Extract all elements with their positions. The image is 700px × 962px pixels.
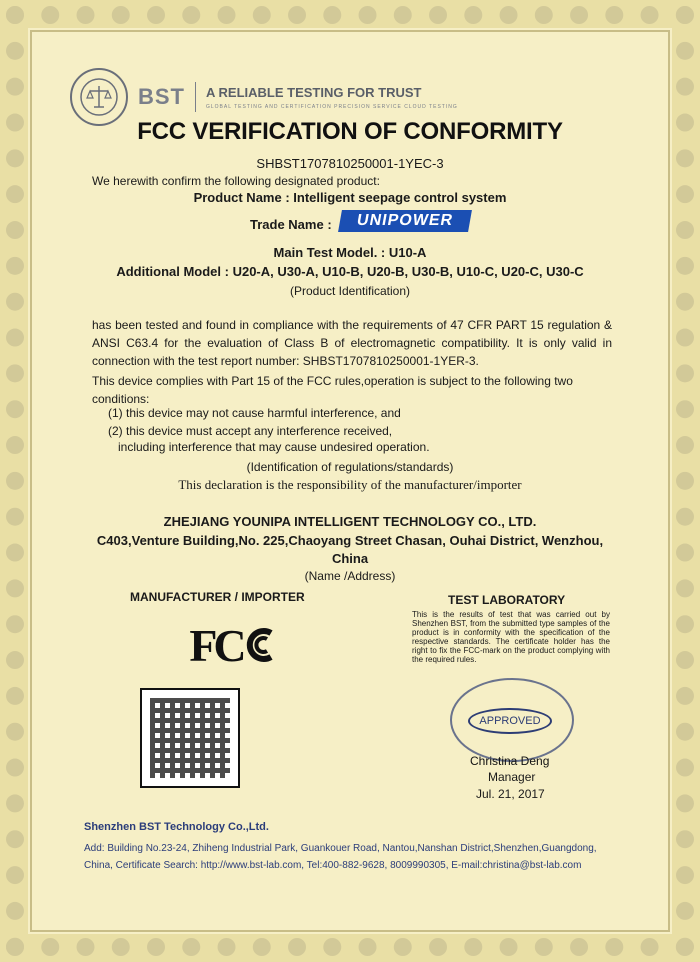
fcc-c-icon	[243, 625, 277, 665]
fcc-logo-text: FC	[189, 619, 243, 671]
footer-address: Add: Building No.23-24, Zhiheng Industrial Park, Guankouer Road, Nantou,Nanshan District,Shenzhen,Guangdong,	[84, 843, 597, 854]
trade-name	[250, 210, 470, 232]
condition-continuation: including interference that may cause undesired operation.	[118, 440, 430, 454]
regulations-identification-note: (Identification of regulations/standards)	[246, 460, 454, 474]
document-title: FCC VERIFICATION OF CONFORMITY	[137, 118, 563, 145]
company-name: ZHEJIANG YOUNIPA INTELLIGENT TECHNOLOGY CO., LTD.	[163, 514, 537, 529]
issue-date: Jul. 21, 2017	[476, 787, 545, 801]
brand-name: BST	[138, 84, 185, 109]
additional-model: Additional Model : U20-A, U30-A, U10-B, U20-B, U30-B, U10-C, U20-C, U30-C	[116, 264, 584, 279]
test-laboratory-statement: This is the results of test that was carried out by Shenzhen BST, from the submitted type samples of the product is in conformity with the specification of the respective standards. The certificate holder has the right to fix the FCC-mark on the product complying with the required rules.	[412, 610, 610, 664]
unipower-logo: UNIPOWER	[338, 210, 472, 232]
condition-item: (2) this device must accept any interference received,	[108, 424, 393, 438]
header-divider	[195, 82, 196, 112]
address-line: C403,Venture Building,No. 225,Chaoyang Street Chasan, Ouhai District, Wenzhou,	[96, 533, 604, 548]
manufacturer-label: MANUFACTURER / IMPORTER	[130, 590, 305, 604]
conditions-list	[108, 404, 401, 440]
signature: Christina Deng	[470, 754, 550, 768]
signer-title: Manager	[488, 770, 536, 784]
footer-company: Shenzhen BST Technology Co.,Ltd.	[84, 821, 269, 833]
product-name-label: Product Name :	[193, 190, 290, 205]
fcc-logo-icon	[178, 615, 288, 675]
main-test-model: Main Test Model. : U10-A	[273, 245, 427, 260]
condition-item: (1) this device may not cause harmful interference, and	[108, 406, 401, 420]
declaration-text: This declaration is the responsibility of the manufacturer/importer	[178, 477, 522, 492]
part15-paragraph: This device complies with Part 15 of the FCC rules,operation is subject to the following two conditions:	[92, 374, 573, 406]
scales-icon	[79, 77, 119, 117]
intro-text: We herewith confirm the following designated product:	[92, 174, 380, 188]
compliance-paragraph: has been tested and found in compliance with the requirements of 47 CFR PART 15 regulation & ANSI C63.4 for the evaluation of Class B of electromagnetic compatibility. It is only valid in connection with the test report number: SHBST1707810250001-1YER-3.	[92, 318, 612, 368]
company-address	[0, 532, 700, 568]
brand-tagline-sub: GLOBAL TESTING AND CERTIFICATION PRECISION SERVICE CLOUD TESTING	[206, 103, 458, 110]
brand-tagline: A RELIABLE TESTING FOR TRUST	[206, 84, 422, 100]
product-name-value: Intelligent seepage control system	[293, 190, 507, 205]
name-address-note: (Name /Address)	[304, 569, 396, 583]
qr-code-icon	[140, 688, 240, 788]
test-laboratory-title: TEST LABORATORY	[448, 593, 566, 607]
certificate-number: SHBST1707810250001-1YEC-3	[256, 156, 444, 171]
address-line: China	[331, 551, 369, 566]
product-name	[0, 190, 700, 205]
product-identification-note: (Product Identification)	[289, 284, 411, 298]
trade-name-label: Trade Name :	[250, 217, 332, 232]
approved-stamp-text: APPROVED	[468, 708, 552, 734]
footer-contact: China, Certificate Search: http://www.bst-lab.com, Tel:400-882-9628, 8009990305, E-mail:christina@bst-lab.com	[84, 860, 582, 871]
